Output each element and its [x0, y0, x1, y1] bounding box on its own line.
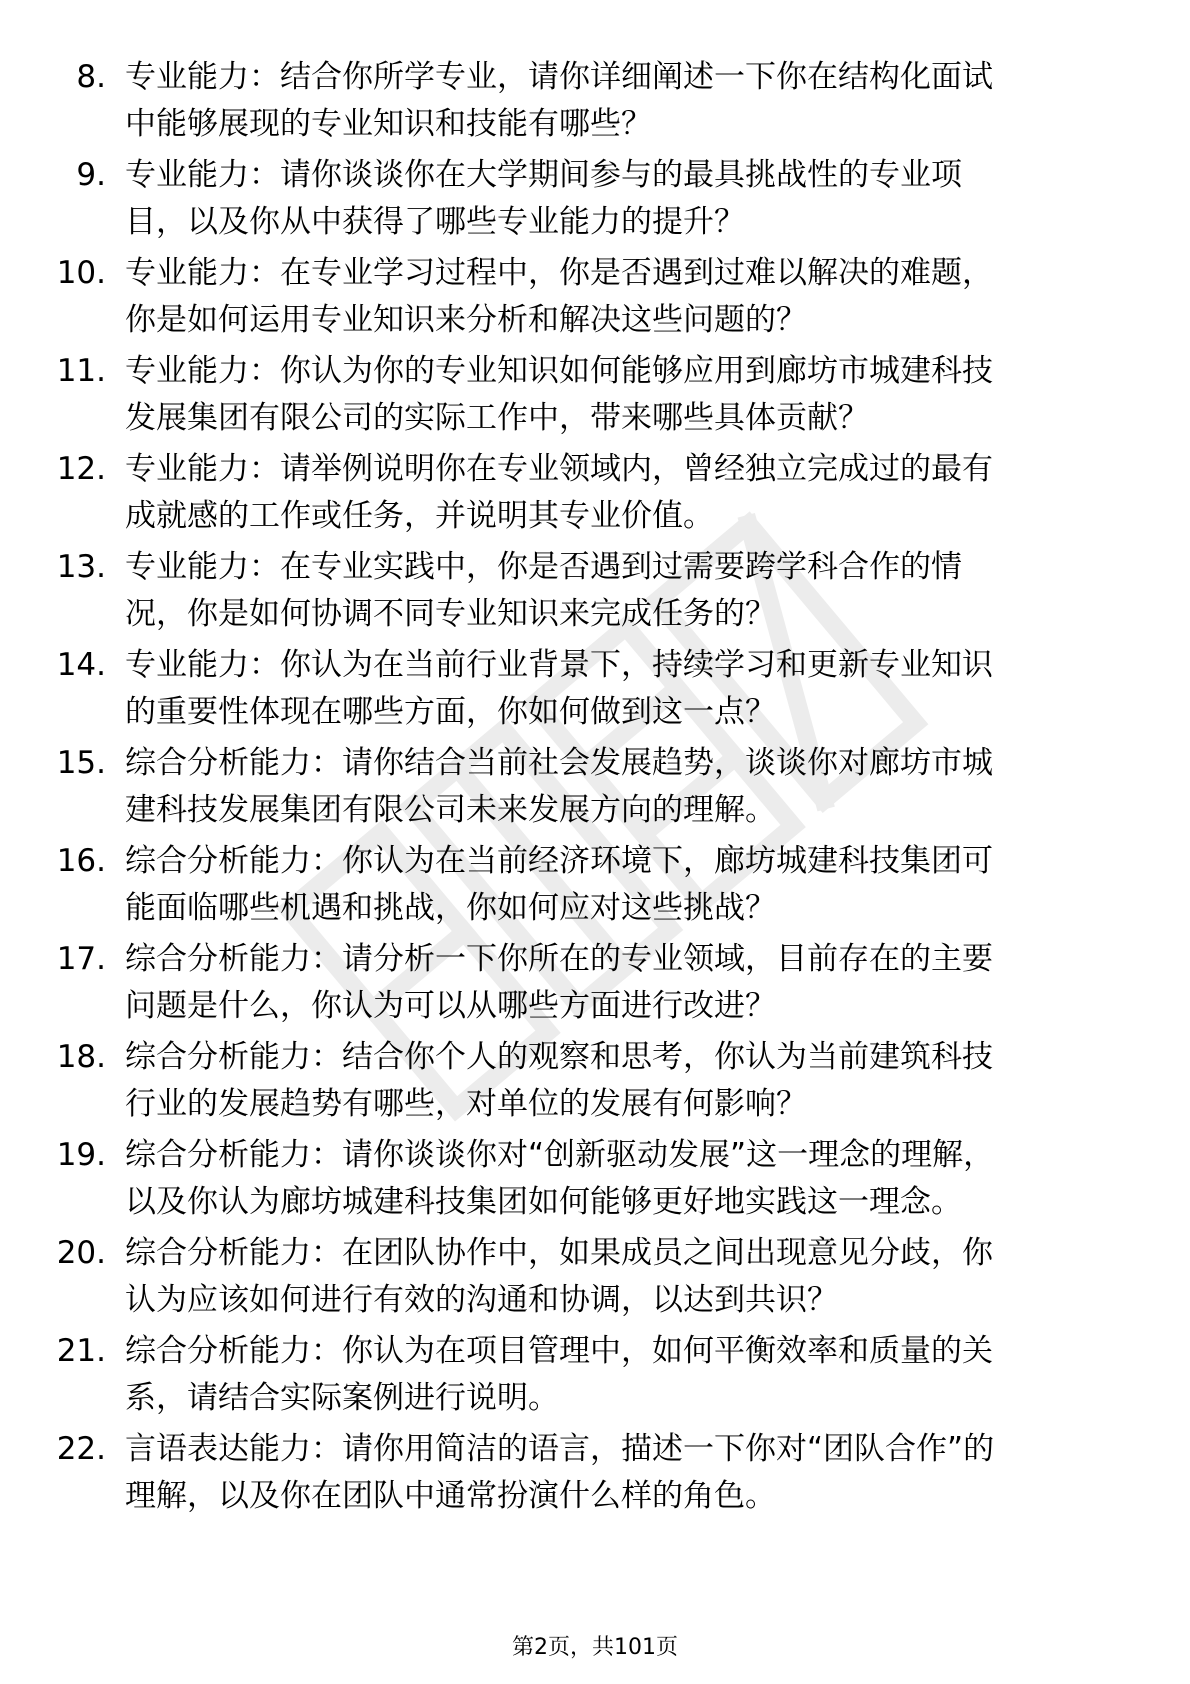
question-item [0, 152, 1190, 250]
question-line: 你是如何运用专业知识来分析和解决这些问题的？ [125, 302, 807, 338]
question-line: 专业能力：你认为在当前行业背景下，持续学习和更新专业知识 [125, 647, 993, 683]
question-text [125, 1230, 1125, 1324]
question-number: 11. [56, 353, 106, 389]
question-line: 专业能力：请你谈谈你在大学期间参与的最具挑战性的专业项 [125, 157, 962, 193]
question-text [125, 1426, 1125, 1520]
question-number: 14. [56, 647, 106, 683]
question-line: 目，以及你从中获得了哪些专业能力的提升？ [125, 204, 745, 240]
question-number: 19. [56, 1137, 106, 1173]
question-line: 认为应该如何进行有效的沟通和协调，以达到共识？ [125, 1282, 838, 1318]
question-number: 22. [56, 1431, 106, 1467]
question-text [125, 642, 1125, 736]
question-number: 15. [56, 745, 106, 781]
question-line: 的重要性体现在哪些方面，你如何做到这一点？ [125, 694, 776, 730]
question-line: 行业的发展趋势有哪些，对单位的发展有何影响？ [125, 1086, 807, 1122]
question-item [0, 348, 1190, 446]
question-list [0, 54, 1190, 1524]
question-number: 12. [56, 451, 106, 487]
question-line: 专业能力：结合你所学专业，请你详细阐述一下你在结构化面试 [125, 59, 993, 95]
question-number: 13. [56, 549, 106, 585]
question-item [0, 642, 1190, 740]
question-number: 17. [56, 941, 106, 977]
question-item [0, 446, 1190, 544]
question-text [125, 446, 1125, 540]
question-number: 9. [76, 157, 106, 193]
question-item [0, 1230, 1190, 1328]
question-line: 中能够展现的专业知识和技能有哪些？ [125, 106, 652, 142]
question-number: 8. [76, 59, 106, 95]
question-text [125, 936, 1125, 1030]
question-item [0, 1426, 1190, 1524]
question-number: 16. [56, 843, 106, 879]
question-text [125, 1132, 1125, 1226]
question-line: 综合分析能力：结合你个人的观察和思考，你认为当前建筑科技 [125, 1039, 993, 1075]
question-item [0, 250, 1190, 348]
question-line: 综合分析能力：你认为在当前经济环境下，廊坊城建科技集团可 [125, 843, 993, 879]
question-line: 成就感的工作或任务，并说明其专业价值。 [125, 498, 714, 534]
question-text [125, 838, 1125, 932]
question-number: 20. [56, 1235, 106, 1271]
question-line: 问题是什么，你认为可以从哪些方面进行改进？ [125, 988, 776, 1024]
question-item [0, 544, 1190, 642]
question-line: 专业能力：在专业学习过程中，你是否遇到过难以解决的难题， [125, 255, 993, 291]
question-line: 言语表达能力：请你用简洁的语言，描述一下你对“团队合作”的 [125, 1431, 995, 1467]
question-line: 综合分析能力：请你结合当前社会发展趋势，谈谈你对廊坊市城 [125, 745, 993, 781]
question-line: 综合分析能力：你认为在项目管理中，如何平衡效率和质量的关 [125, 1333, 993, 1369]
question-item [0, 1132, 1190, 1230]
question-item [0, 936, 1190, 1034]
question-item [0, 740, 1190, 838]
question-line: 专业能力：在专业实践中，你是否遇到过需要跨学科合作的情 [125, 549, 962, 585]
question-item [0, 1328, 1190, 1426]
question-line: 综合分析能力：在团队协作中，如果成员之间出现意见分歧，你 [125, 1235, 993, 1271]
question-text [125, 740, 1125, 834]
question-line: 专业能力：你认为你的专业知识如何能够应用到廊坊市城建科技 [125, 353, 993, 389]
question-text [125, 1328, 1125, 1422]
question-number: 10. [56, 255, 106, 291]
question-line: 能面临哪些机遇和挑战，你如何应对这些挑战？ [125, 890, 776, 926]
question-number: 18. [56, 1039, 106, 1075]
question-item [0, 1034, 1190, 1132]
question-line: 专业能力：请举例说明你在专业领域内，曾经独立完成过的最有 [125, 451, 993, 487]
question-line: 以及你认为廊坊城建科技集团如何能够更好地实践这一理念。 [125, 1184, 962, 1220]
question-line: 况，你是如何协调不同专业知识来完成任务的？ [125, 596, 776, 632]
question-line: 发展集团有限公司的实际工作中，带来哪些具体贡献？ [125, 400, 869, 436]
page-number-footer: 第2页，共101页 [512, 1635, 678, 1660]
question-item [0, 838, 1190, 936]
question-text [125, 1034, 1125, 1128]
question-text [125, 250, 1125, 344]
question-text [125, 544, 1125, 638]
question-line: 综合分析能力：请分析一下你所在的专业领域，目前存在的主要 [125, 941, 993, 977]
question-item [0, 54, 1190, 152]
question-line: 建科技发展集团有限公司未来发展方向的理解。 [125, 792, 776, 828]
question-number: 21. [56, 1333, 106, 1369]
question-line: 系，请结合实际案例进行说明。 [125, 1380, 559, 1416]
question-line: 理解，以及你在团队中通常扮演什么样的角色。 [125, 1478, 776, 1514]
question-line: 综合分析能力：请你谈谈你对“创新驱动发展”这一理念的理解， [125, 1137, 995, 1173]
question-text [125, 152, 1125, 246]
question-text [125, 54, 1125, 148]
question-text [125, 348, 1125, 442]
